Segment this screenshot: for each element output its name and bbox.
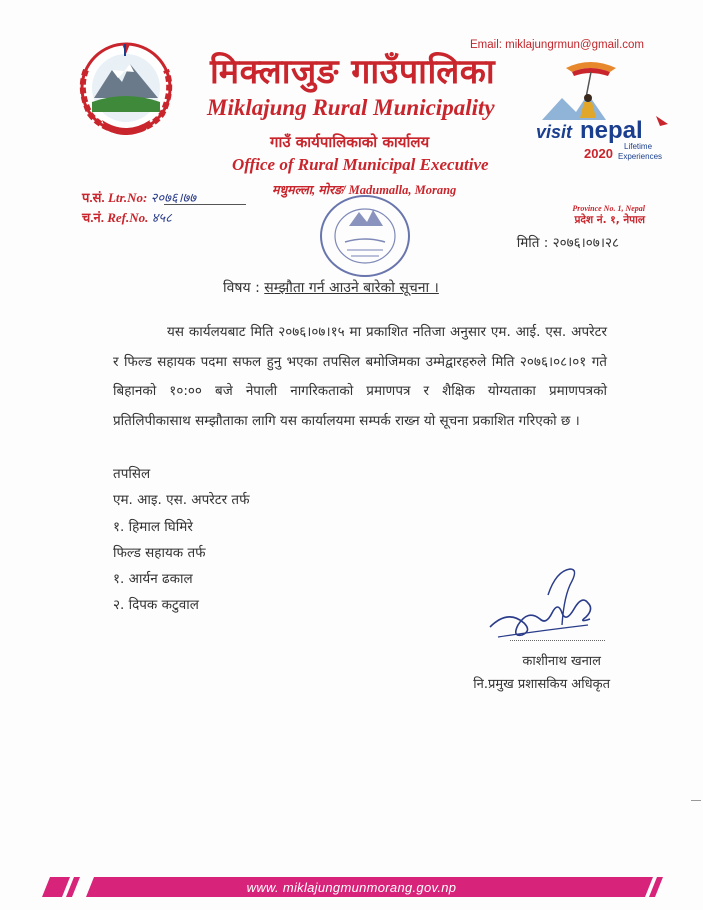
list-item: १. आर्यन ढकाल [113,571,193,587]
lifetime-text: Lifetime [624,142,653,151]
scan-edge-mark [691,800,701,801]
province-nepali: प्रदेश नं. १, नेपाल [574,214,645,226]
subject-text: सम्झौता गर्न आउने बारेको सूचना । [264,280,439,296]
ltr-value: २०७६।७७ [150,191,197,206]
ref-label-en: Ref.No. [107,210,149,225]
subject-line [223,278,439,297]
visit-text: visit [536,122,573,142]
group-mis-operator-title: एम. आइ. एस. अपरेटर तर्फ [113,492,250,508]
office-stamp-icon [315,192,415,280]
municipality-name-nepali: मिक्लाजुङ गाउँपालिका [210,52,496,92]
office-address: मधुमल्ला, मोरङ/ Madumalla, Morang [272,183,457,197]
municipality-name-english: Miklajung Rural Municipality [207,95,495,120]
ltr-label-en: Ltr.No: [107,190,148,205]
nepal-text: nepal [580,117,643,144]
list-item: १. हिमाल घिमिरे [113,519,193,535]
nepal-emblem-icon [72,40,180,140]
footer-website[interactable]: www. miklajungmunmorang.gov.np [246,880,457,895]
province-english: Province No. 1, Nepal [572,204,645,213]
visit-nepal-2020-logo [532,58,672,162]
signer-name: काशीनाथ खनाल [522,654,601,669]
ref-label-np: च.नं. [82,210,104,225]
issue-date: मिति : २०७६।०७।२८ [516,235,619,251]
ltr-underline [164,204,246,205]
signature-line [510,640,605,641]
subject-label: विषय : [223,280,260,296]
signer-title: नि.प्रमुख प्रशासकिय अधिकृत [473,677,610,692]
experiences-text: Experiences [618,152,663,161]
ref-value: ४५८ [151,211,172,226]
year-text: 2020 [584,146,613,161]
notice-body: यस कार्यलयबाट मिति २०७६।०७।१५ मा प्रकाशित नतिजा अनुसार एम. आई. एस. अपरेटर र फिल्ड सहायक पदमा सफल हुनु भएका तपसिल बमोजिमका उम्मेद्वारहरुले मिति २०७६।०८।०१ गते बिहानको १०:०० बजे नेपाली नागरिकताको प्रमाणपत्र र शैक्षिक योग्यताका प्रमाणपत्रको प्रतिलिपीकासाथ सम्झौताका लागि यस कार्यालयमा सम्पर्क राख्न यो सूचना प्रकाशित गरिएको छ । [113,324,607,429]
province-info [572,204,645,227]
list-item: २. दिपक कटुवाल [113,597,199,613]
reference-number [82,208,172,226]
ltr-label-np: प.सं. [82,190,105,205]
email-address: Email: miklajungrmun@gmail.com [470,39,644,51]
signature-icon [478,565,608,655]
office-name-english: Office of Rural Municipal Executive [232,155,489,174]
group-field-assistant-title: फिल्ड सहायक तर्फ [113,545,206,561]
office-name-nepali: गाउँ कार्यपालिकाको कार्यालय [270,133,430,151]
list-heading: तपसिल [113,466,151,482]
